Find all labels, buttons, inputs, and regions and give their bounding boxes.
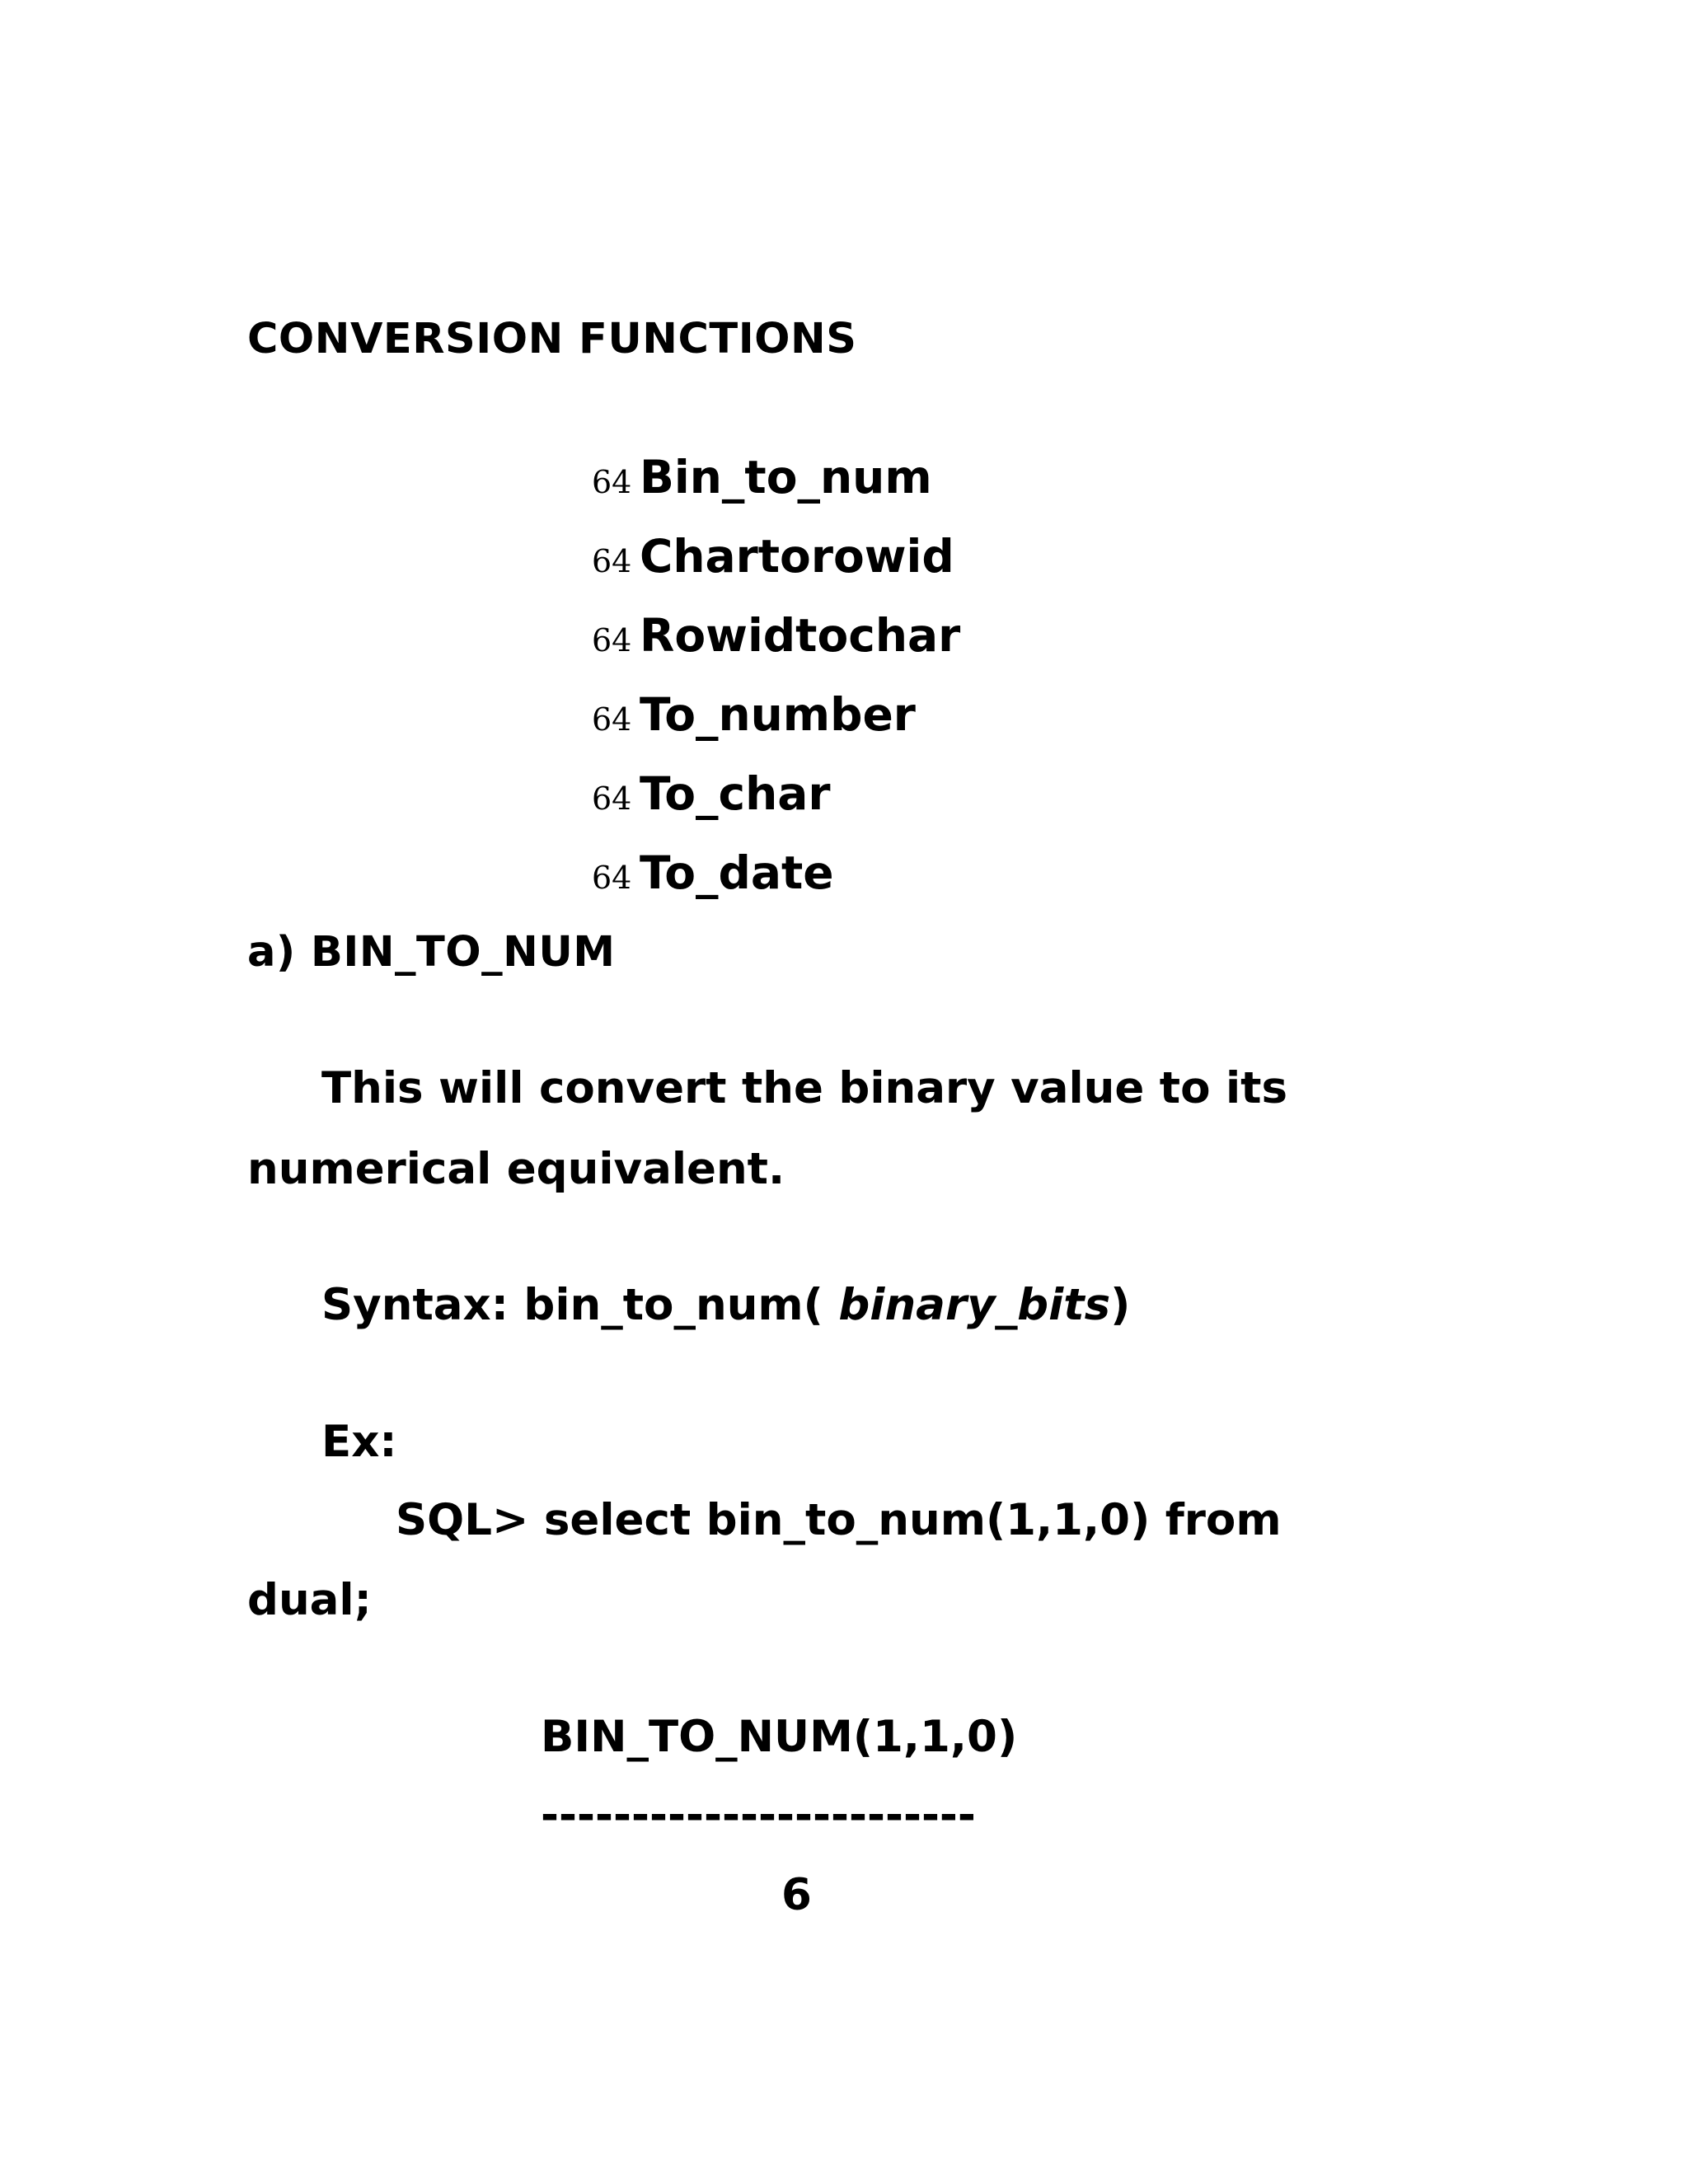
syntax-param: binary_bits (838, 1280, 1111, 1330)
list-item (592, 451, 932, 504)
list-item (592, 767, 831, 820)
syntax-suffix: ) (1110, 1280, 1131, 1330)
example-sql-line-1: SQL> select bin_to_num(1,1,0) from (396, 1495, 1282, 1545)
syntax-prefix: Syntax: bin_to_num( (321, 1280, 839, 1330)
function-name: Chartorowid (640, 530, 954, 583)
syntax-line (321, 1280, 1131, 1330)
bullet-marker: 64 (592, 464, 632, 500)
result-column-header: BIN_TO_NUM(1,1,0) (541, 1712, 1018, 1762)
function-name: To_char (640, 767, 831, 820)
description-line-2: numerical equivalent. (247, 1144, 785, 1194)
bullet-marker: 64 (592, 622, 632, 658)
list-item (592, 688, 916, 741)
function-name: Rowidtochar (640, 609, 961, 662)
bullet-marker: 64 (592, 780, 632, 817)
section-title: a) BIN_TO_NUM (247, 928, 616, 977)
function-name: To_date (640, 846, 834, 899)
page-heading: CONVERSION FUNCTIONS (247, 315, 857, 363)
function-name: Bin_to_num (640, 451, 932, 504)
bullet-marker: 64 (592, 860, 632, 896)
example-sql-line-2: dual; (247, 1575, 372, 1625)
function-name: To_number (640, 688, 916, 741)
bullet-marker: 64 (592, 701, 632, 738)
result-value: 6 (781, 1870, 812, 1920)
result-separator: ------------------------ (541, 1790, 976, 1840)
example-label: Ex: (321, 1417, 397, 1467)
description-line-1: This will convert the binary value to its (321, 1063, 1288, 1113)
list-item (592, 530, 954, 583)
list-item (592, 609, 961, 662)
list-item (592, 846, 834, 899)
bullet-marker: 64 (592, 543, 632, 579)
